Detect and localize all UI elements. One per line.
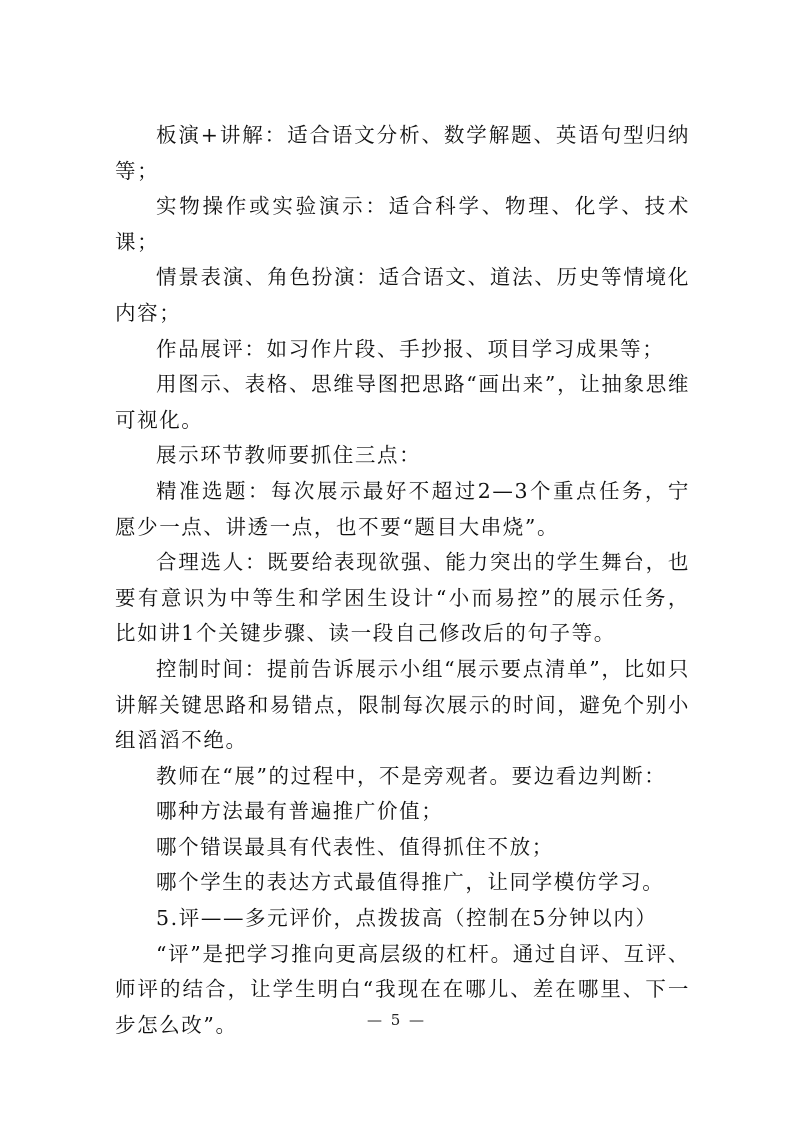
paragraph: 哪种方法最有普遍推广价值； (156, 799, 444, 824)
paragraph: 合理选人：既要给表现欲强、能力突出的学生舞台，也要有意识为中等生和学困生设计“小而易控”的展示任务，比如讲1个关键步骤、读一段自己修改后的句子等。 (115, 550, 690, 646)
paragraph: 哪个错误最具有代表性、值得抓住不放； (156, 834, 554, 859)
paragraph: 哪个学生的表达方式最值得推广，让同学模仿学习。 (156, 870, 665, 895)
paragraph: 作品展评：如习作片段、手抄报、项目学习成果等； (156, 336, 665, 361)
paragraph: 控制时间：提前告诉展示小组“展示要点清单”，比如只讲解关键思路和易错点，限制每次展示的时间，避免个别小组滔滔不绝。 (115, 656, 690, 753)
paragraph: “评”是把学习推向更高层级的杠杆。通过自评、互评、师评的结合，让学生明白“我现在在哪儿、差在哪里、下一步怎么改”。 (115, 941, 690, 1037)
paragraph: 展示环节教师要抓住三点： (156, 443, 422, 468)
body-text (115, 118, 690, 1043)
paragraph: 情景表演、角色扮演：适合语文、道法、历史等情境化内容； (115, 265, 690, 325)
paragraph: 教师在“展”的过程中，不是旁观者。要边看边判断： (156, 763, 667, 788)
page-number: — 5 — (366, 1011, 427, 1029)
paragraph: 实物操作或实验演示：适合科学、物理、化学、技术课； (115, 194, 690, 254)
paragraph: 精准选题：每次展示最好不超过2—3个重点任务，宁愿少一点、讲透一点，也不要“题目大串烧”。 (115, 478, 690, 539)
paragraph: 用图示、表格、思维导图把思路“画出来”，让抽象思维可视化。 (115, 372, 690, 432)
paragraph: 板演+讲解：适合语文分析、数学解题、英语句型归纳等； (115, 123, 690, 183)
section-heading: 5.评——多元评价，点拨拔高（控制在5分钟以内） (156, 906, 658, 931)
